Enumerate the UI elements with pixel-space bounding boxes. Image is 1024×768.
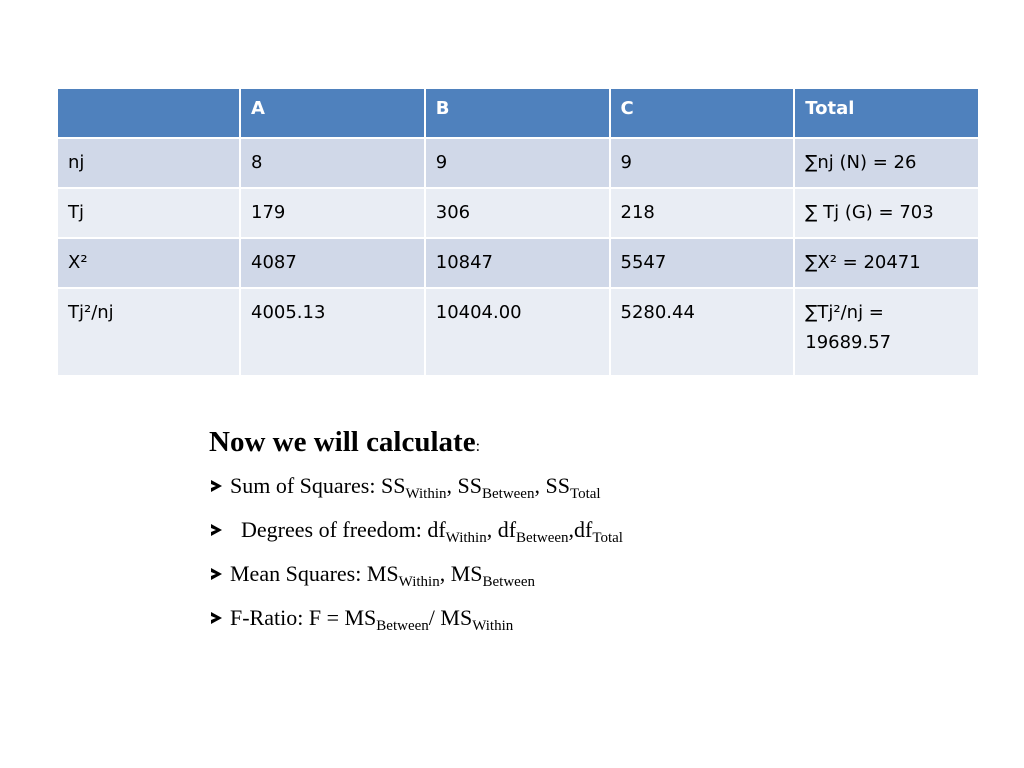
- row-label: nj: [57, 138, 240, 188]
- term-subscript: Within: [405, 486, 447, 502]
- term-subscript: Within: [398, 574, 440, 590]
- table-cell: 218: [610, 188, 795, 238]
- term-separator: /: [428, 605, 441, 630]
- term-subscript: Between: [516, 530, 569, 546]
- bullet-item: [209, 596, 909, 640]
- term-symbol: SS: [380, 473, 406, 498]
- table-row: [57, 238, 979, 288]
- total-cell: ∑nj (N) = 26: [794, 138, 979, 188]
- total-cell: ∑X² = 20471: [794, 238, 979, 288]
- term-subscript: Between: [481, 486, 535, 502]
- term-subscript: Within: [472, 618, 514, 634]
- header-cell-a: A: [240, 88, 425, 138]
- row-label: Tj²/nj: [57, 288, 240, 376]
- term-separator: ,: [534, 473, 546, 498]
- term-subscript: Within: [445, 530, 487, 546]
- notes-heading-colon: :: [475, 438, 481, 455]
- header-cell-b: B: [425, 88, 610, 138]
- notes-heading-text: Now we will calculate: [209, 426, 476, 458]
- term-separator: ,: [486, 517, 498, 542]
- bullet-prefix: Sum of Squares:: [230, 473, 381, 498]
- header-cell-blank: [57, 88, 240, 138]
- total-cell: ∑Tj²/nj = 19689.57: [794, 288, 979, 376]
- term-symbol: MS: [366, 561, 399, 586]
- table-row: [57, 188, 979, 238]
- table-cell: 179: [240, 188, 425, 238]
- row-label: Tj: [57, 188, 240, 238]
- table-cell: 306: [425, 188, 610, 238]
- table-header-row: [57, 88, 979, 138]
- row-label: X²: [57, 238, 240, 288]
- bullet-item: [209, 464, 909, 508]
- table-cell: 10847: [425, 238, 610, 288]
- total-cell: ∑ Tj (G) = 703: [794, 188, 979, 238]
- term-symbol: MS: [344, 605, 377, 630]
- table-cell: 5280.44: [610, 288, 795, 376]
- arrow-bullet-icon: [211, 612, 222, 624]
- table-cell: 5547: [610, 238, 795, 288]
- table-cell: 8: [240, 138, 425, 188]
- arrow-bullet-icon: [211, 480, 222, 492]
- bullet-item: [209, 508, 909, 552]
- notes-heading: [209, 420, 909, 464]
- arrow-bullet-icon: [211, 568, 222, 580]
- term-subscript: Total: [592, 530, 623, 546]
- term-separator: ,: [439, 561, 451, 586]
- term-symbol: MS: [440, 605, 473, 630]
- term-subscript: Total: [569, 486, 601, 502]
- bullet-list: [209, 464, 909, 640]
- term-separator: ,: [446, 473, 458, 498]
- term-symbol: df: [497, 517, 517, 542]
- bullet-prefix: Degrees of freedom:: [230, 517, 428, 542]
- anova-summary-table: [56, 87, 980, 377]
- header-cell-total: Total: [794, 88, 979, 138]
- term-symbol: df: [574, 517, 593, 542]
- table-cell: 9: [610, 138, 795, 188]
- table-cell: 4005.13: [240, 288, 425, 376]
- table-cell: 4087: [240, 238, 425, 288]
- bullet-prefix: Mean Squares:: [230, 561, 367, 586]
- term-subscript: Between: [376, 618, 429, 634]
- term-symbol: df: [427, 517, 446, 542]
- table-row: [57, 288, 979, 376]
- term-symbol: SS: [457, 473, 482, 498]
- bullet-prefix: F-Ratio: F =: [230, 605, 345, 630]
- term-subscript: Between: [482, 574, 535, 590]
- term-symbol: MS: [450, 561, 483, 586]
- table-cell: 10404.00: [425, 288, 610, 376]
- table-cell: 9: [425, 138, 610, 188]
- header-cell-c: C: [610, 88, 795, 138]
- calculation-notes: [209, 420, 909, 640]
- arrow-bullet-icon: [211, 524, 222, 536]
- table-row: [57, 138, 979, 188]
- bullet-item: [209, 552, 909, 596]
- term-symbol: SS: [545, 473, 570, 498]
- term-separator: ,: [568, 517, 575, 542]
